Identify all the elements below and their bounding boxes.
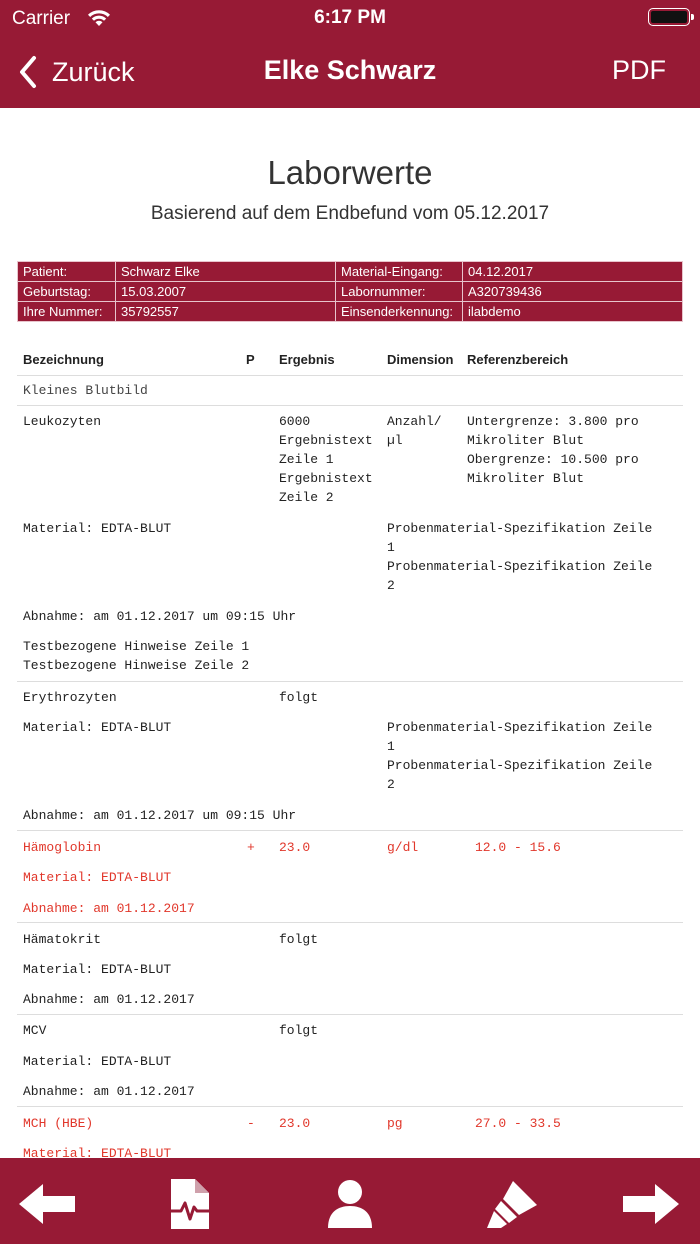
- next-button[interactable]: [620, 1178, 682, 1230]
- back-label: Zurück: [52, 56, 135, 87]
- test-name: MCH (HBE): [23, 1116, 94, 1131]
- highlight-button[interactable]: [480, 1178, 542, 1230]
- divider: [17, 922, 683, 923]
- divider: [17, 405, 683, 406]
- column-headers: [17, 346, 683, 376]
- reference-line: Obergrenze: 10.500 pro: [467, 452, 639, 467]
- dimension-value: pg: [387, 1116, 403, 1131]
- pdf-button[interactable]: PDF: [612, 55, 666, 85]
- test-name: MCV: [23, 1023, 47, 1038]
- info-label: Labornummer:: [336, 282, 463, 302]
- material-label: Material: EDTA-BLUT: [23, 870, 172, 885]
- divider: [17, 830, 683, 831]
- info-value: 15.03.2007: [116, 282, 336, 302]
- info-value: ilabdemo: [463, 302, 683, 322]
- result-line: Zeile 2: [279, 490, 334, 505]
- reference-value: 12.0 - 15.6: [475, 840, 561, 855]
- report-subtitle: Basierend auf dem Endbefund vom 05.12.2017: [150, 203, 550, 224]
- battery-icon: [648, 8, 690, 26]
- result-line: 6000: [279, 414, 311, 429]
- material-label: Material: EDTA-BLUT: [23, 1054, 172, 1069]
- result-value: 23.0: [279, 840, 311, 855]
- patient-info-table: [17, 261, 683, 322]
- material-label: Material: EDTA-BLUT: [23, 521, 172, 536]
- patient-info-row: [18, 302, 683, 322]
- reference-line: Untergrenze: 3.800 pro: [467, 414, 639, 429]
- test-name: Leukozyten: [23, 414, 102, 429]
- arrow-left-icon: [17, 1182, 77, 1226]
- info-label: Einsenderkennung:: [336, 302, 463, 322]
- result-value: folgt: [279, 932, 319, 947]
- hinweis-line: Testbezogene Hinweise Zeile 2: [23, 658, 250, 673]
- info-label: Material-Eingang:: [336, 262, 463, 282]
- divider: [17, 1014, 683, 1015]
- info-label: Geburtstag:: [18, 282, 116, 302]
- patient-button[interactable]: [319, 1178, 381, 1230]
- reference-line: Mikroliter Blut: [467, 433, 585, 448]
- material-spec-line: 2: [387, 777, 395, 792]
- pathology-flag: +: [247, 840, 255, 855]
- material-spec-line: Probenmaterial-Spezifikation Zeile: [387, 559, 653, 574]
- result-line: Ergebnistext: [279, 433, 373, 448]
- document-pulse-icon: [165, 1177, 213, 1231]
- material-spec-line: 1: [387, 739, 395, 754]
- material-spec-line: Probenmaterial-Spezifikation Zeile: [387, 720, 653, 735]
- abnahme-label: Abnahme: am 01.12.2017: [23, 1084, 195, 1099]
- divider: [17, 681, 683, 682]
- column-header: Referenzbereich: [467, 352, 569, 367]
- clock: 6:17 PM: [314, 7, 386, 28]
- report-view[interactable]: [0, 108, 700, 1158]
- material-label: Material: EDTA-BLUT: [23, 962, 172, 977]
- abnahme-label: Abnahme: am 01.12.2017: [23, 901, 195, 916]
- reference-value: 27.0 - 33.5: [475, 1116, 561, 1131]
- info-value: 04.12.2017: [463, 262, 683, 282]
- report-button[interactable]: [158, 1178, 220, 1230]
- highlighter-icon: [481, 1177, 541, 1231]
- patient-info-row: [18, 262, 683, 282]
- bottom-toolbar: [0, 1158, 700, 1244]
- info-value: A320739436: [463, 282, 683, 302]
- chevron-left-icon: [18, 55, 38, 89]
- info-value: 35792557: [116, 302, 336, 322]
- page-title: Elke Schwarz: [263, 55, 437, 85]
- hinweis-line: Testbezogene Hinweise Zeile 1: [23, 639, 250, 654]
- dimension-value: g/dl: [387, 840, 419, 855]
- info-value: Schwarz Elke: [116, 262, 336, 282]
- report-title: Laborwerte: [267, 154, 433, 191]
- column-header: Ergebnis: [279, 352, 335, 367]
- result-line: Zeile 1: [279, 452, 334, 467]
- material-spec-line: 1: [387, 540, 395, 555]
- column-header: Bezeichnung: [23, 352, 104, 367]
- pathology-flag: -: [247, 1116, 255, 1131]
- divider: [17, 1106, 683, 1107]
- abnahme-label: Abnahme: am 01.12.2017 um 09:15 Uhr: [23, 808, 297, 823]
- column-header: Dimension: [387, 352, 454, 367]
- result-value: 23.0: [279, 1116, 311, 1131]
- result-line: Ergebnistext: [279, 471, 373, 486]
- navigation-bar: [0, 0, 700, 108]
- reference-line: Mikroliter Blut: [467, 471, 585, 486]
- patient-info-row: [18, 282, 683, 302]
- material-label: Material: EDTA-BLUT: [23, 720, 172, 735]
- abnahme-label: Abnahme: am 01.12.2017: [23, 992, 195, 1007]
- info-label: Patient:: [18, 262, 116, 282]
- user-icon: [325, 1178, 375, 1230]
- material-spec-line: Probenmaterial-Spezifikation Zeile: [387, 758, 653, 773]
- test-name: Erythrozyten: [23, 690, 117, 705]
- abnahme-label: Abnahme: am 01.12.2017 um 09:15 Uhr: [23, 609, 297, 624]
- section-heading: Kleines Blutbild: [23, 383, 148, 398]
- material-label: Material: EDTA-BLUT: [23, 1146, 172, 1158]
- arrow-right-icon: [621, 1182, 681, 1226]
- result-value: folgt: [279, 690, 319, 705]
- back-button[interactable]: [18, 52, 135, 92]
- result-value: folgt: [279, 1023, 319, 1038]
- material-spec-line: Probenmaterial-Spezifikation Zeile: [387, 521, 653, 536]
- dimension-line: µl: [387, 433, 403, 448]
- dimension-line: Anzahl/: [387, 414, 442, 429]
- column-header: P: [246, 352, 255, 367]
- previous-button[interactable]: [16, 1178, 78, 1230]
- test-name: Hämoglobin: [23, 840, 102, 855]
- test-name: Hämatokrit: [23, 932, 102, 947]
- material-spec-line: 2: [387, 578, 395, 593]
- info-label: Ihre Nummer:: [18, 302, 116, 322]
- carrier-label: Carrier: [12, 8, 71, 29]
